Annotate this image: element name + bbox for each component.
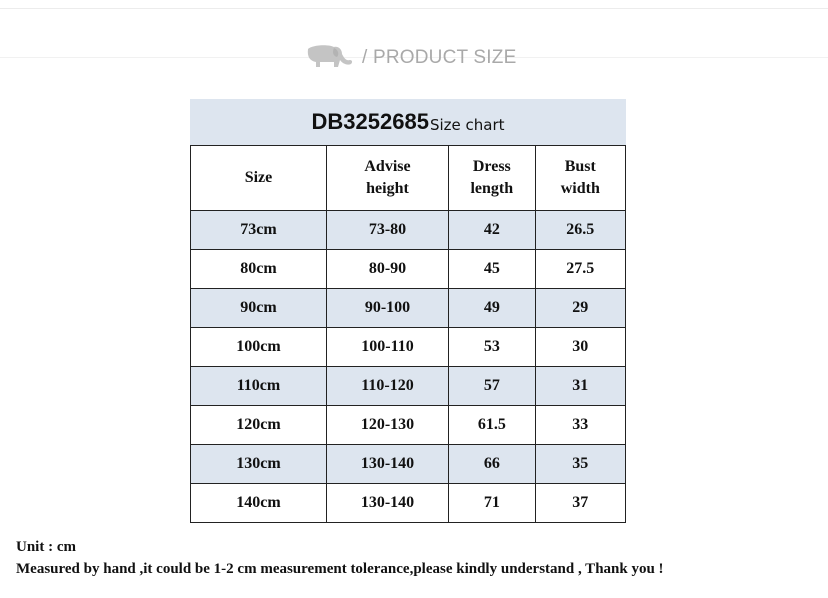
measurement-note: Measured by hand ,it could be 1-2 cm measurement tolerance,please kindly understand , Thank you !	[16, 561, 664, 577]
table-cell: 110-120	[326, 367, 448, 406]
table-cell: 130cm	[191, 445, 327, 484]
table-cell: 130-140	[326, 484, 448, 523]
elephant-icon	[304, 43, 354, 73]
table-cell: 49	[449, 289, 536, 328]
table-cell: 31	[535, 367, 625, 406]
table-cell: 35	[535, 445, 625, 484]
table-cell: 100-110	[326, 328, 448, 367]
table-cell: 80cm	[191, 250, 327, 289]
table-cell: 100cm	[191, 328, 327, 367]
product-size-header	[304, 42, 516, 74]
table-row	[191, 484, 626, 523]
table-cell: 110cm	[191, 367, 327, 406]
table-row	[191, 445, 626, 484]
table-cell: 120-130	[326, 406, 448, 445]
column-header: Advise height	[326, 146, 448, 211]
table-cell: 53	[449, 328, 536, 367]
table-row	[191, 367, 626, 406]
table-cell: 42	[449, 211, 536, 250]
table-cell: 73-80	[326, 211, 448, 250]
table-row	[191, 406, 626, 445]
column-header: Dress length	[449, 146, 536, 211]
column-header: Size	[191, 146, 327, 211]
table-cell: 33	[535, 406, 625, 445]
table-row	[191, 328, 626, 367]
table-cell: 90cm	[191, 289, 327, 328]
table-cell: 66	[449, 445, 536, 484]
table-cell: 90-100	[326, 289, 448, 328]
table-cell: 80-90	[326, 250, 448, 289]
table-cell: 130-140	[326, 445, 448, 484]
table-cell: 73cm	[191, 211, 327, 250]
column-header: Bust width	[535, 146, 625, 211]
table-cell: 71	[449, 484, 536, 523]
size-table	[190, 145, 626, 523]
table-row	[191, 250, 626, 289]
size-chart-title	[190, 99, 626, 145]
table-cell: 57	[449, 367, 536, 406]
table-cell: 29	[535, 289, 625, 328]
table-cell: 27.5	[535, 250, 625, 289]
product-code: DB3252685	[311, 109, 429, 134]
table-row	[191, 211, 626, 250]
top-divider	[0, 8, 828, 9]
table-cell: 45	[449, 250, 536, 289]
table-header-row	[191, 146, 626, 211]
table-cell: 140cm	[191, 484, 327, 523]
unit-note: Unit : cm	[16, 539, 76, 555]
table-cell: 37	[535, 484, 625, 523]
table-cell: 61.5	[449, 406, 536, 445]
section-heading: / PRODUCT SIZE	[362, 47, 517, 68]
table-cell: 30	[535, 328, 625, 367]
table-row	[191, 289, 626, 328]
table-cell: 26.5	[535, 211, 625, 250]
size-chart-label: Size chart	[429, 116, 505, 134]
table-cell: 120cm	[191, 406, 327, 445]
